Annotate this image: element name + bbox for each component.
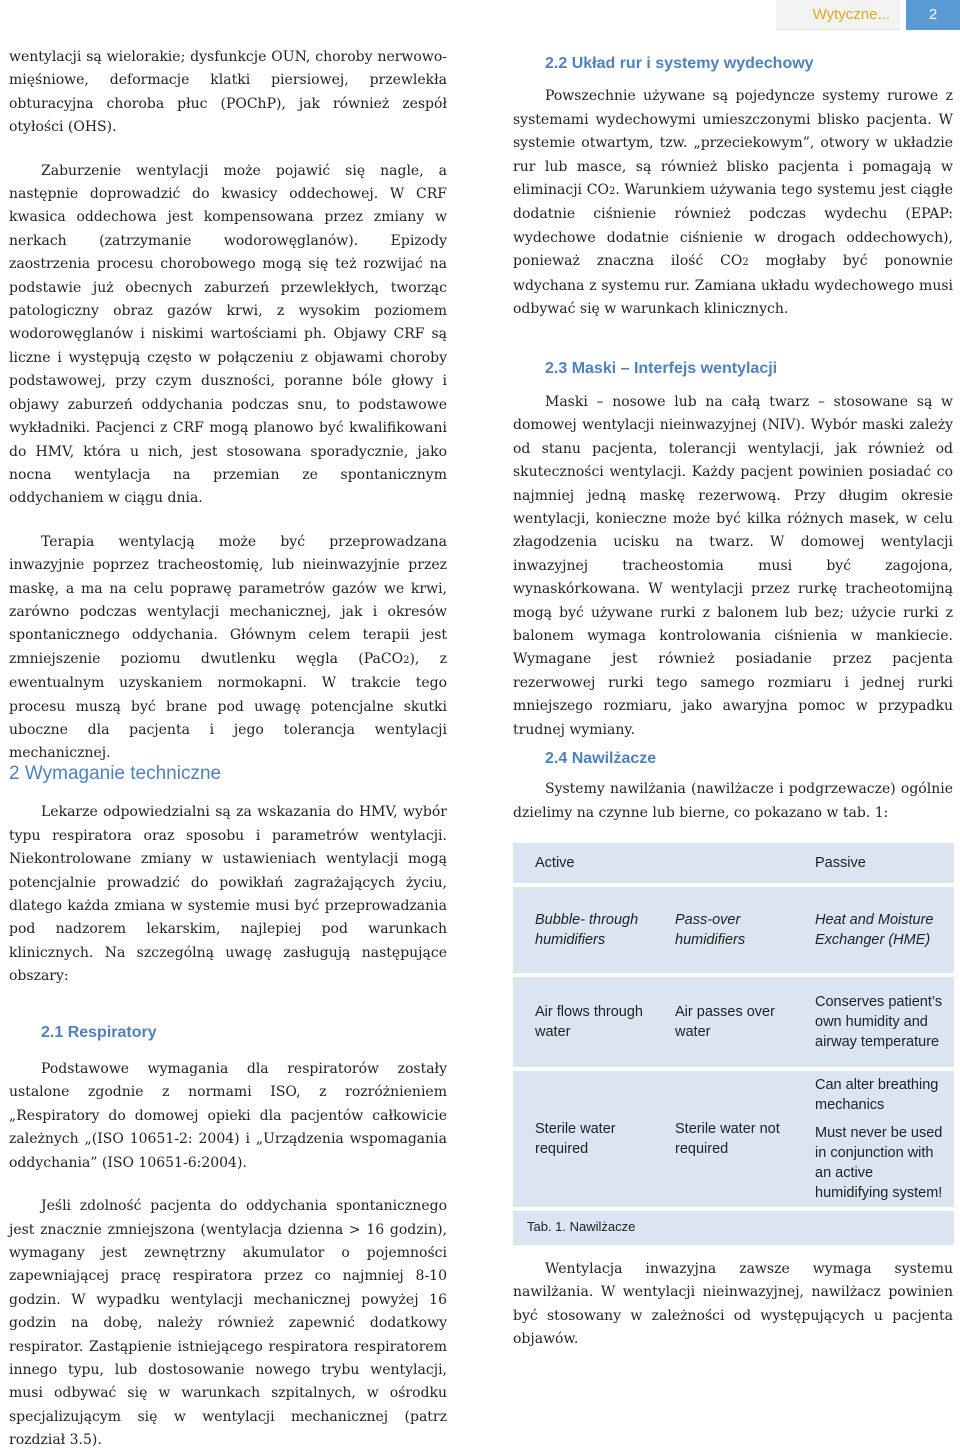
paragraph-ventilation-causes: wentylacji są wielorakie; dysfunkcje OUN, choroby nerwowo-mięśniowe, deformacje klatki piersiowej, przewlekła obturacyjna choroba płuc (POChP), jak również zespół otyłości (OHS). bbox=[9, 49, 447, 136]
section-2-4-heading: 2.4 Nawilżacze bbox=[545, 750, 657, 767]
section-2-heading: 2 Wymaganie techniczne bbox=[9, 763, 222, 784]
paragraph-ventilation-therapy: Terapia wentylacją może być przeprowadzana inwazyjnie poprzez tracheostomię, lub nieinwazyjnie przez maskę, a ma na celu poprawę parametrów gazów we krwi, zarówno podczas wentylacji mechanicznej, jak i okresów spontanicznego oddychania. Głównym celem terapii jest zmniejszenie poziomu dwutlenku węgla (PaCO2), z ewentualnym uzyskaniem normokapni. W trakcie tego procesu muszą być brane pod uwagę potencjalne skutki uboczne dla pacjenta i jego tolerancja wentylacji mechanicznej. bbox=[9, 533, 447, 762]
paragraph-respirators-iso: Podstawowe wymagania dla respiratorów zostały ustalone zgodnie z normami ISO, z rozróżnieniem „Respiratory do domowej opieki dla pacjentów całkowicie zależnych „(ISO 10651-2: 2004) i „Urządzenia wspomagania oddychania” (ISO 10651-6:2004). bbox=[9, 1061, 447, 1171]
paragraph-technical-requirements: Lekarze odpowiedzialni są za wskazania do HMV, wybór typu respiratora oraz sposobu i parametrów wentylacji. Niekontrolowane zmiany w ustawieniach wentylacji mogą potencjalnie prowadzić do powikłań zagrażających życiu, dlatego każda zmiana w systemie musi być przeprowadzania pod nadzorem lekarskim, najlepiej pod warunkach klinicznych. Na szczególną uwagę zasługują następujące obszary: bbox=[9, 804, 447, 985]
right-column-humidifiers bbox=[513, 747, 953, 825]
humidifiers-table bbox=[513, 843, 954, 1245]
table-header-passive: Passive bbox=[815, 855, 866, 871]
table-row bbox=[513, 885, 954, 975]
right-column-final bbox=[513, 1258, 953, 1352]
section-2-1-heading: 2.1 Respiratory bbox=[41, 1023, 157, 1041]
table-cell: Air flows through water bbox=[513, 975, 653, 1069]
paragraph-masks: Maski – nosowe lub na całą twarz – stosowane są w domowej wentylacji nieinwazyjnej (NIV). Wybór maski zależy od stanu pacjenta, tolerancji wentylacji, jak również od skuteczności wentylacji. Każdy pacjent powinien posiadać co najmniej jedną maskę rezerwową. Przy długim okresie wentylacji, konieczne może być kilka różnych masek, w celu złagodzenia ucisku na twarz. W domowej wentylacji inwazyjnej tracheostomia musi być zagojona, wynaskórkowana. W wentylacji przez rurkę tracheotomijną mogą być używane rurki z balonem lub bez; użycie rurki z balonem wymaga kontrolowania ciśnienia w mankiecie. Wymagane jest również posiadanie przez pacjenta rezerwowej rurki tego samego rozmiaru i jednej rurki mniejszego rozmiaru, jako awaryjna pomoc w przypadku trudnej wymiany. bbox=[513, 393, 953, 738]
paragraph-humidifiers-intro: Systemy nawilżania (nawilżacze i podgrzewacze) ogólnie dzielimy na czynne lub bierne, co pokazano w tab. 1: bbox=[513, 781, 953, 821]
table-header-row bbox=[513, 843, 954, 885]
table-cell: Can alter breathing mechanics Must never be used in conjunction with an active humidifying system! bbox=[793, 1069, 954, 1209]
paragraph-tubing-systems: Powszechnie używane są pojedyncze systemy rurowe z systemami wydechowymi umieszczonymi blisko pacjenta. W systemie otwartym, tzw. „przeciekowym”, otwory w układzie rur lub masce, są również blisko pacjenta i pomagają w eliminacji CO2. Warunkiem używania tego systemu jest ciągłe dodatnie ciśnienie również podczas wydechu (EPAP: wydechowe dodatnie ciśnienie w drogach oddechowych), ponieważ znaczna ilość CO2 mogłaby być ponownie wdychana z systemu rur. Zamiana układu wydechowego musi odbywać się w warunkach klinicznych. bbox=[513, 88, 954, 318]
paragraph-ventilation-disorder: Zaburzenie wentylacji może pojawić się nagle, a następnie doprowadzić do kwasicy oddechowej. W CRF kwasica oddechowa jest kompensowana przez zmiany w nerkach (zatrzymanie wodorowęglanów). Epizody zaostrzenia procesu chorobowego mogą się też rozwijać na podstawie już obecnych zaburzeń przewlekłych, tworząc patologiczny obraz gazów krwi, z wysokim poziomem wodorowęglanów i niskimi wartościami ph. Objawy CRF są liczne i występują często w połączeniu z objawami choroby podstawowej, przy czym duszności, poranne bóle głowy i objawy zaburzeń oddychania podczas snu, to podstawowe wykładniki. Pacjenci z CRF mogą planowo być kwalifikowani do HMV, która u nich, jest stosowana sporadycznie, jako nocna wentylacja na przemian ze spontanicznym oddychaniem w ciągu dnia. bbox=[9, 162, 447, 507]
paragraph-humidification-required: Wentylacja inwazyjna zawsze wymaga systemu nawilżania. W wentylacji nieinwazyjnej, nawilżacz powinien być stosowany w zależności od występujących u pacjenta objawów. bbox=[513, 1261, 953, 1348]
running-header-title: Wytyczne... bbox=[776, 0, 900, 30]
table-cell: Sterile water required bbox=[513, 1069, 653, 1209]
table-cell: Pass-over humidifiers bbox=[653, 885, 793, 975]
paragraph-respirators-battery: Jeśli zdolność pacjenta do oddychania spontanicznego jest znacznie zmniejszona (wentylacja dzienna > 16 godzin), wymagany jest zewnętrzny akumulator o pojemności zapewniającej pracę respiratora przez co najmniej 8-10 godzin. W wypadku wentylacji mechanicznej powyżej 16 godzin na dobę, należy również zapewnić dodatkowy respirator. Zastąpienie istniejącego respiratora respiratorem innego typu, lub dostosowanie nowego trybu wentylacji, musi odbywać się w warunkach szpitalnych, w ośrodku specjalizującym się w wentylacji mechanicznej (patrz rozdział 3.5). bbox=[9, 1198, 447, 1449]
table-cell: Heat and Moisture Exchanger (HME) bbox=[793, 885, 954, 975]
table-row bbox=[513, 1069, 954, 1209]
table-cell: Conserves patient’s own humidity and airway temperature bbox=[793, 975, 954, 1069]
table-cell: Sterile water not required bbox=[653, 1069, 793, 1209]
table-cell: Air passes over water bbox=[653, 975, 793, 1069]
table-caption: Tab. 1. Nawilżacze bbox=[513, 1209, 954, 1245]
table-header-active: Active bbox=[535, 855, 575, 871]
table-row bbox=[513, 975, 954, 1069]
left-column-upper bbox=[9, 46, 447, 766]
section-2-3-heading: 2.3 Maski – Interfejs wentylacji bbox=[545, 360, 778, 378]
table-caption-row bbox=[513, 1209, 954, 1245]
page-number: 2 bbox=[906, 0, 960, 30]
table-cell: Bubble- through humidifiers bbox=[513, 885, 653, 975]
left-column-lower bbox=[9, 762, 447, 1453]
right-column-upper bbox=[513, 52, 953, 742]
section-2-2-heading: 2.2 Układ rur i systemy wydechowy bbox=[545, 55, 814, 72]
